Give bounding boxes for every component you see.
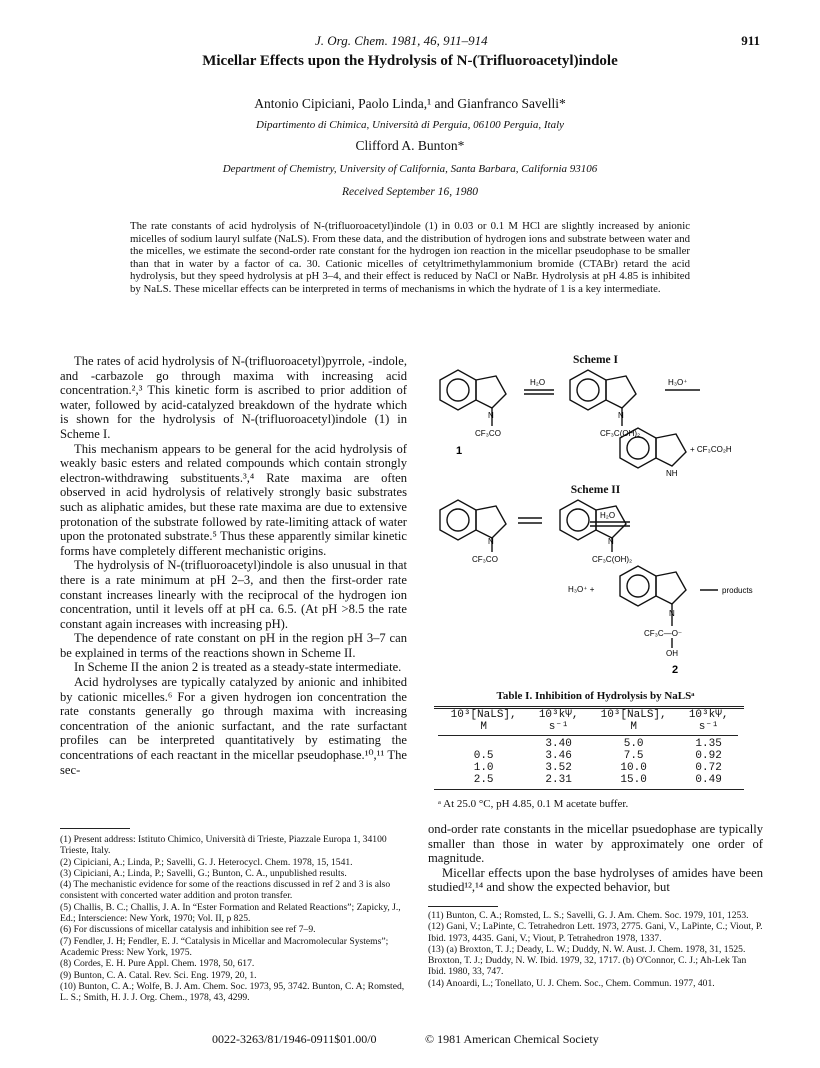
table-header: 10³[NaLS], (600, 709, 667, 721)
table-header: 10³kΨ, (688, 709, 729, 721)
footnote: (10) Bunton, C. A.; Wolfe, B. J. Am. Chem. Soc. 1973, 95, 3742. Bunton, C. A; Romsted, L. S.; Smith, H. J. J. Org. Chem., 1978, 43, 4299. (60, 980, 405, 1004)
author-list-1: Antonio Cipiciani, Paolo Linda,¹ and Gianfranco Savelli* (254, 96, 566, 111)
table-cell: 2.5 (473, 774, 494, 786)
footnote: (11) Bunton, C. A.; Romsted, L. S.; Savelli, G. J. Am. Chem. Soc. 1979, 101, 1253. (428, 910, 749, 921)
substituent-label: CF₃CO (475, 429, 501, 438)
body-left-column (60, 354, 407, 777)
table-header: 10³[NaLS], (450, 709, 517, 721)
table-footnote: ᵃ At 25.0 °C, pH 4.85, 0.1 M acetate buffer. (438, 798, 629, 810)
atom-label: N (488, 411, 494, 420)
footnote: (1) Present address: Istituto Chimico, Università di Trieste, Piazzale Europa 1, 34100 Trieste, Italy. (60, 834, 387, 857)
table-cell: 7.5 (623, 750, 644, 762)
footnote: (2) Cipiciani, A.; Linda, P.; Savelli, G. J. Heterocycl. Chem. 1978, 15, 1541. (60, 856, 353, 868)
footnote: (5) Challis, B. C.; Challis, J. A. In “Ester Formation and Related Reactions”; Zapicky, J., Ed.; Interscience: New York, 1970; Vol. II, p 825. (60, 901, 401, 925)
product-label: products (722, 586, 753, 595)
footnote: (7) Fendler, J. H; Fendler, E. J. “Catalysis in Micellar and Macromolecular Systems”; Academic Press: New York, 1975. (60, 935, 389, 958)
footnote: (13) (a) Broxton, T. J.; Deady, L. W.; Duddy, N. W. Aust. J. Chem. 1978, 31, 1525. Broxton, T. J.; Duddy, N. W. Ibid. 1979, 32, 1717. (b) O'Connor, C. J.; Ah-Lek Tan Ibid. 1980, 33, 747. (428, 943, 747, 978)
footnotes-right (428, 910, 763, 989)
footnote: (6) For discussions of micellar catalysis and inhibition see ref 7–9. (60, 924, 316, 936)
table-cell: 0.49 (695, 774, 722, 786)
reagent-label: H₂O (530, 378, 546, 387)
paper-title: Micellar Effects upon the Hydrolysis of N-(Trifluoroacetyl)indole (202, 53, 618, 69)
table-1 (428, 690, 763, 810)
affiliation-2: Department of Chemistry, University of California, Santa Barbara, California 93106 (222, 163, 598, 175)
atom-label: NH (666, 469, 678, 478)
table-cell: 15.0 (620, 774, 647, 786)
table-row (438, 762, 738, 774)
paragraph: ond-order rate constants in the micellar psuedophase are typically smaller than those in water by approximately one order of magnitude. (428, 822, 763, 866)
substituent-label: CF₃CO (472, 555, 498, 564)
table-row (438, 750, 738, 762)
table-unit: s⁻¹ (548, 721, 569, 733)
scheme-2-title: Scheme II (570, 484, 621, 496)
author-list-2: Clifford A. Bunton* (355, 138, 465, 153)
atom-label: N (618, 411, 624, 420)
table-cell: 3.40 (545, 738, 572, 750)
table-unit: M (630, 721, 637, 733)
footnote-rule (428, 906, 498, 907)
reagent-label: H₃O⁺ (668, 378, 688, 387)
table-header-row (438, 709, 738, 721)
copyright-notice: © 1981 American Chemical Society (425, 1032, 599, 1046)
table-units-row (438, 721, 738, 733)
table-cell: 2.31 (545, 774, 572, 786)
paragraph: In Scheme II the anion 2 is treated as a steady-state intermediate. (74, 660, 402, 675)
article-code: 0022-3263/81/1946-0911$01.00/0 (212, 1032, 377, 1046)
table-unit: M (480, 721, 487, 733)
footnote: (14) Anoardi, L.; Tonellato, U. J. Chem. Soc., Chem. Commun. 1977, 401. (428, 977, 715, 989)
footnote: (3) Cipiciani, A.; Linda, P.; Savelli, G.; Bunton, C. A., unpublished results. (60, 867, 347, 879)
footnote: (9) Bunton, C. A. Catal. Rev. Sci. Eng. 1979, 20, 1. (60, 969, 257, 981)
table-cell: 5.0 (623, 738, 644, 750)
table-caption: Table I. Inhibition of Hydrolysis by NaLSᵃ (496, 690, 695, 702)
paragraph: The hydrolysis of N-(trifluoroacetyl)indole is also unusual in that there is a rate minimum at pH 2–3, and then the first-order rate constant increases linearly with the reciprocal of the hydrogen ion concentration, until it levels off at pH ca. 6.5. (At pH >8.5 the rate constant again increases with increasing pH). (60, 558, 407, 631)
atom-label: N (608, 537, 614, 546)
affiliation-1: Dipartimento di Chimica, Università di Perguia, 06100 Perguia, Italy (255, 119, 565, 131)
footnote: (4) The mechanistic evidence for some of the reactions discussed in ref 2 and 3 is also consistent with concerted water addition and proton transfer. (60, 879, 391, 902)
journal-citation: J. Org. Chem. 1981, 46, 911–914 (315, 33, 488, 48)
table-cell: 1.35 (695, 738, 722, 750)
footnote: (8) Cordes, E. H. Pure Appl. Chem. 1978, 50, 617. (60, 958, 255, 970)
footnotes-left (60, 834, 407, 1003)
scheme-1-diagram (420, 368, 770, 498)
reagent-label: H₂O (600, 511, 616, 520)
body-right-column (428, 822, 763, 895)
table-cell: 3.46 (545, 750, 572, 762)
substituent-label: CF₃C(OH)₂ (592, 555, 633, 564)
paragraph: Acid hydrolyses are typically catalyzed by anionic and inhibited by cationic micelles.⁶ For a given hydrogen ion concentration the rate constants generally go through maxima with increasing concentration of the anionic surfactant, and the rate surfactant profiles can be interpreted quantitatively by estimating the concentrations of each reactant in the micellar pseudophase.¹⁰,¹¹ The sec- (60, 675, 407, 777)
table-cell: 0.72 (695, 762, 722, 774)
substituent-label: CF₃C(OH)₂ (600, 429, 641, 438)
table-cell: 10.0 (620, 762, 647, 774)
table-cell: 1.0 (473, 762, 494, 774)
table-row (438, 738, 738, 750)
paragraph: The dependence of rate constant on pH in the region pH 3–7 can be explained in terms of the reactions shown in Scheme II. (60, 631, 407, 660)
scheme-1-title: Scheme I (572, 354, 619, 366)
product-label: + CF₃CO₂H (690, 445, 732, 454)
footnote: (12) Gani, V.; LaPinte, C. Tetrahedron Lett. 1973, 2775. Gani, V., LaPinte, C.; Viout, P. Ibid. 1973, 4435. Gani, V.; Viout, P. Tetrahedron 1978, 1337. (428, 921, 763, 944)
scheme-2-diagram (420, 498, 770, 678)
reagent-label: H₃O⁺ + (568, 585, 595, 594)
table-header: 10³kΨ, (538, 709, 579, 721)
table-cell: 0.5 (473, 750, 494, 762)
table-cell: 3.52 (545, 762, 572, 774)
table-row (438, 774, 738, 786)
atom-label: N (488, 537, 494, 546)
table-unit: s⁻¹ (698, 721, 719, 733)
table-cell: 0.92 (695, 750, 722, 762)
compound-number: 1 (456, 445, 463, 457)
compound-number: 2 (672, 664, 679, 676)
atom-label: N (669, 609, 675, 618)
table-cell (438, 738, 529, 750)
abstract: The rate constants of acid hydrolysis of N-(trifluoroacetyl)indole (1) in 0.03 or 0.1 M HCl are slightly increased by anionic micelles of sodium lauryl sulfate (NaLS). From these data, and the distribution of hydrogen ions and substrate between water and the micelles, we estimate the second-order rate constant for the hydrogen ion reaction in the micellar pseudophase to be smaller than that in water by a factor of ca. 30. Cationic micelles of cetyltrimethylammonium bromide (CTABr) retard the acid hydrolysis, but they speed hydrolysis at pH 3–4, and their effect is reduced by NaCl or NaBr. Hydrolysis at pH 4.85 is inhibited by NaLS. These micellar effects can be interpreted in terms of mechanisms in which the hydrate of 1 is a key intermediate. (130, 220, 690, 295)
substituent-label: CF₃C—O⁻ (644, 629, 683, 638)
received-date: Received September 16, 1980 (341, 186, 479, 198)
data-table (438, 709, 738, 786)
page-number: 911 (741, 33, 760, 48)
paragraph: This mechanism appears to be general for the acid hydrolysis of weakly basic esters and related compounds which contain strongly electron-withdrawing substituents.³,⁴ Rate maxima are often observed in acid hydrolysis of relatively strongly basic substrates such as aliphatic amides, but these rate maxima are due to extensive protonation of the substrate followed by rate-limiting attack of water upon the protonated substrate.⁵ Thus these apparently similar kinetic forms have completely different mechanistic origins. (60, 441, 407, 558)
substituent-label: OH (666, 649, 678, 658)
paragraph: The rates of acid hydrolysis of N-(trifluoroacetyl)pyrrole, -indole, and -carbazole go through maxima with increasing acid concentration.²,³ This kinetic form is ascribed to prior addition of water, followed by acid-catalyzed breakdown of the hydrate which is shown for the hydrolysis of N-(trifluoroacetyl)indole (1) in Scheme I. (60, 354, 407, 441)
footnote-rule (60, 828, 130, 829)
paragraph: Micellar effects upon the base hydrolyses of amides have been studied¹²,¹⁴ and show the expected behavior, but (428, 865, 763, 895)
